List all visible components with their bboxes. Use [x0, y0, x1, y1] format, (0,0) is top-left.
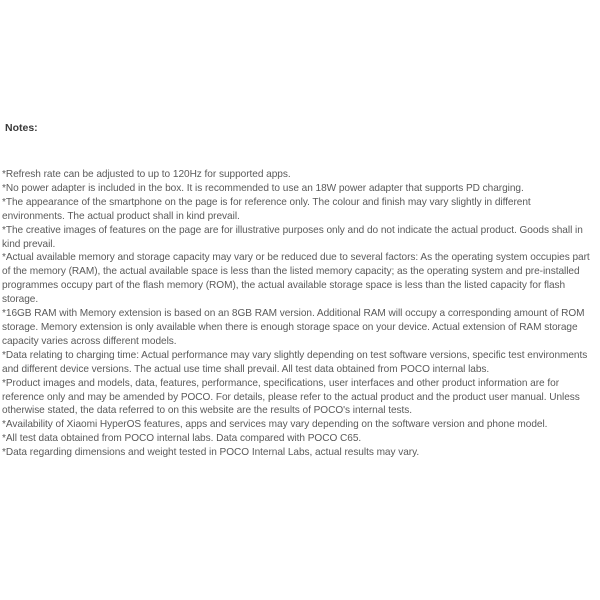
note-hyperos-availability: *Availability of Xiaomi HyperOS features, apps and services may vary depending on the software version and phone model.	[2, 419, 548, 431]
note-memory-extension: *16GB RAM with Memory extension is based on an 8GB RAM version. Additional RAM will occupy a corresponding amount of ROM storage. Memory extension is only available when there is enough storage space on your device. Actual extension of RAM storage capacity varies across different models.	[2, 308, 585, 347]
note-charging-time: *Data relating to charging time: Actual performance may vary slightly depending on test software versions, specific test environments and different device versions. The actual use time shall prevail. All test data obtained from POCO internal labs.	[2, 349, 588, 375]
notes-heading: Notes:	[5, 122, 38, 134]
note-dimensions-weight: *Data regarding dimensions and weight tested in POCO Internal Labs, actual results may vary.	[2, 447, 420, 459]
note-creative-images: *The creative images of features on the page are for illustrative purposes only and do not indicate the actual product. Goods shall in kind prevail.	[2, 224, 583, 250]
note-test-data: *All test data obtained from POCO internal labs. Data compared with POCO C65.	[2, 433, 362, 445]
note-refresh-rate: *Refresh rate can be adjusted to up to 120Hz for supported apps.	[2, 169, 291, 180]
note-appearance: *The appearance of the smartphone on the page is for reference only. The colour and finish may vary slightly in different environments. The actual product shall in kind prevail.	[2, 196, 531, 222]
note-power-adapter: *No power adapter is included in the box. It is recommended to use an 18W power adapter that supports PD charging.	[2, 182, 524, 194]
note-product-images: *Product images and models, data, features, performance, specifications, user interfaces and other product information are for reference only and may be amended by POCO. For details, please refer to the actual product and the product user manual. Unless otherwise stated, the data referred to on this website are the results of POCO's internal tests.	[2, 377, 580, 417]
note-memory-storage: *Actual available memory and storage capacity may vary or be reduced due to several factors: As the operating system occupies part of the memory (RAM), the actual available space is less than the listed memory capacity; as the operating system and pre-installed programmes occupy part of the flash memory (ROM), the actual available storage space is less than the listed capacity for flash storage.	[2, 252, 590, 306]
notes-list	[2, 168, 592, 460]
